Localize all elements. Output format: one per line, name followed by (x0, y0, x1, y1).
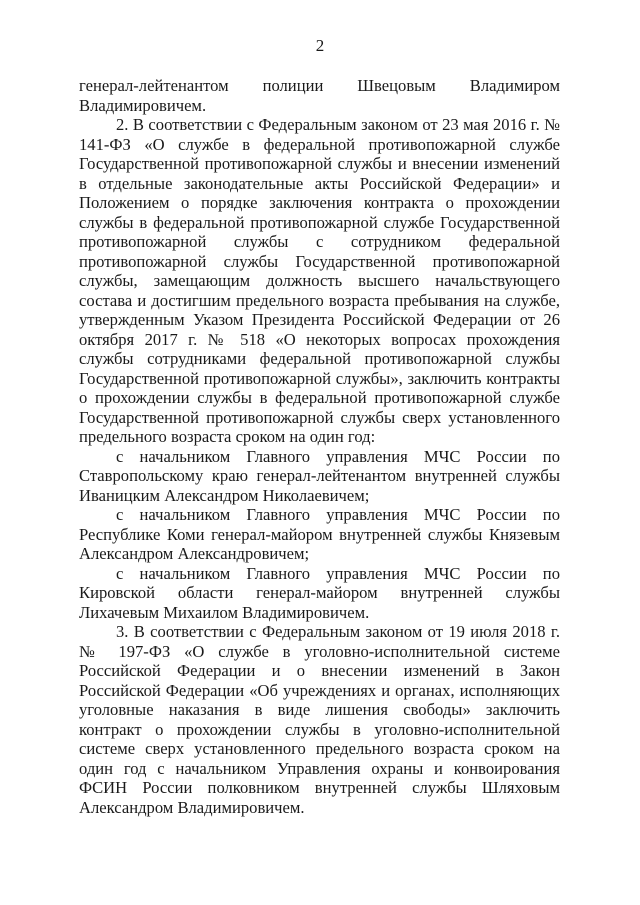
paragraph-stavropol-contract: с начальником Главного управления МЧС России по Ставропольскому краю генерал-лейтенантом внутренней службы Иваницким Александром Николаевичем; (79, 446, 560, 505)
paragraph-komi-contract: с начальником Главного управления МЧС России по Республике Коми генерал-майором внутренней службы Князевым Александром Александровичем; (79, 505, 560, 563)
page-number: 2 (315, 36, 325, 55)
paragraph-continuation: генерал-лейтенантом полиции Швецовым Владимиром Владимировичем. (79, 76, 560, 115)
document-body (79, 76, 560, 817)
paragraph-kirov-contract: с начальником Главного управления МЧС России по Кировской области генерал-майором внутренней службы Лихачевым Михаилом Владимировичем. (79, 563, 560, 622)
paragraph-item-3-penitentiary: 3. В соответствии с Федеральным законом от 19 июля 2018 г. № 197-ФЗ «О службе в уголовно-исполнительной системе Российской Федерации и о внесении изменений в Закон Российской Федерации «Об учреждениях и органах, исполняющих уголовные наказания в виде лишения свободы» заключить контракт о прохождении службы в уголовно-исполнительной системе сверх установленного предельного возраста сроком на один год с начальником Управления охраны и конвоирования ФСИН России полковником внутренней службы Шляховым Александром Владимировичем. (79, 622, 560, 817)
paragraph-item-2-fire-service: 2. В соответствии с Федеральным законом от 23 мая 2016 г. № 141-ФЗ «О службе в федеральной противопожарной службе Государственной противопожарной службы и внесении изменений в отдельные законодательные акты Российской Федерации» и Положением о порядке заключения контракта о прохождении службы в федеральной противопожарной службе Государственной противопожарной службы с сотрудником федеральной противопожарной службы Государственной противопожарной службы, замещающим должность высшего начальствующего состава и достигшим предельного возраста пребывания на службе, утвержденным Указом Президента Российской Федерации от 26 октября 2017 г. № 518 «О некоторых вопросах прохождения службы сотрудниками федеральной противопожарной службы Государственной противопожарной службы», заключить контракты о прохождении службы в федеральной противопожарной службе Государственной противопожарной службы сверх установленного предельного возраста сроком на один год: (79, 115, 560, 446)
